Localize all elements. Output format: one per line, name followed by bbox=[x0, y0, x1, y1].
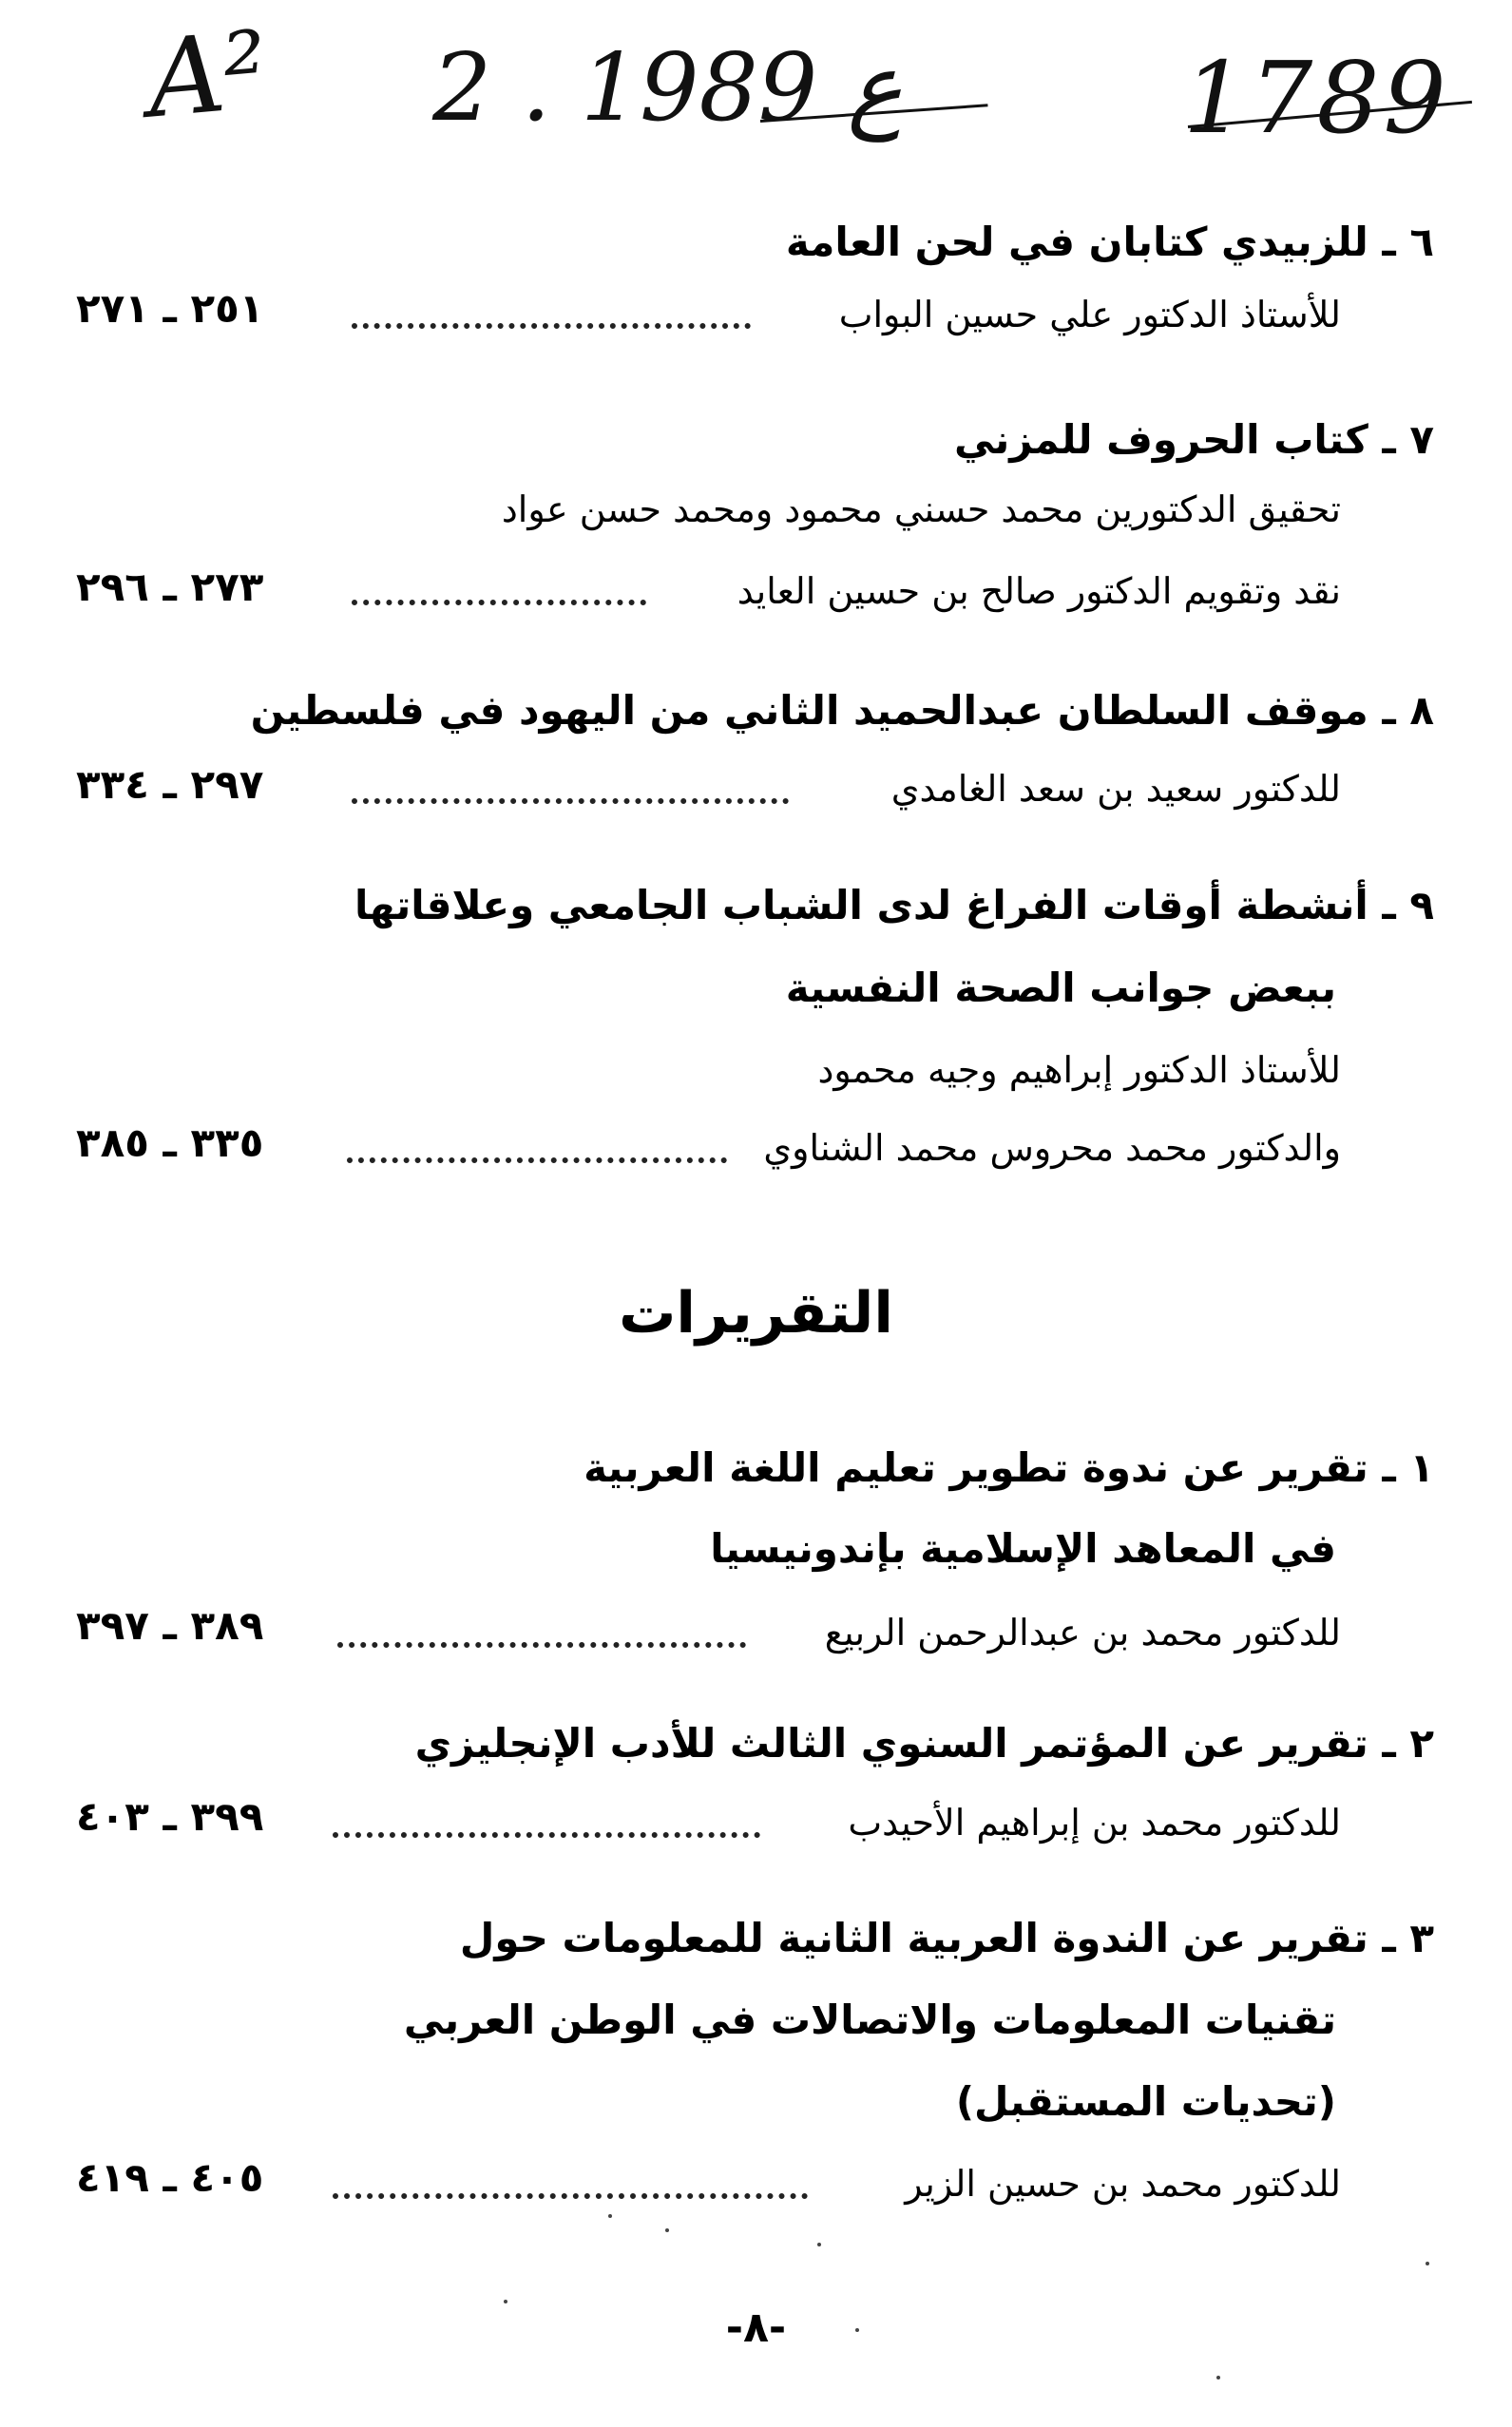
entry-title bbox=[251, 682, 1434, 739]
report-number: ٣ ـ bbox=[1382, 1915, 1434, 1961]
scan-speck bbox=[817, 2243, 821, 2246]
handwritten-code: A² bbox=[143, 9, 273, 143]
report-author: للدكتور محمد بن إبراهيم الأحيدب bbox=[848, 1802, 1341, 1844]
report-title bbox=[460, 1910, 1434, 1967]
entry-title-text: موقف السلطان عبدالحميد الثاني من اليهود في فلسطين bbox=[250, 687, 1368, 734]
entry-author: للأستاذ الدكتور علي حسين البواب bbox=[838, 294, 1341, 335]
scan-speck bbox=[504, 2300, 507, 2303]
report-title bbox=[415, 1715, 1434, 1772]
entry-author: نقد وتقويم الدكتور صالح بن حسين العايد bbox=[737, 570, 1341, 612]
entry-title-text: أنشطة أوقات الفراغ لدى الشباب الجامعي وعلاقاتها bbox=[354, 882, 1368, 928]
report-author: للدكتور محمد بن حسين الزير bbox=[905, 2163, 1341, 2205]
entry-title-text: كتاب الحروف للمزني bbox=[954, 416, 1368, 463]
entry-title-continued: ببعض جوانب الصحة النفسية bbox=[785, 965, 1336, 1011]
page-range: ٣٨٩ ـ ٣٩٧ bbox=[76, 1602, 264, 1649]
leader-dots bbox=[347, 1157, 727, 1163]
entry-number: ٦ ـ bbox=[1382, 219, 1434, 265]
page-range: ٢٧٣ ـ ٢٩٦ bbox=[76, 564, 264, 610]
report-author: للدكتور محمد بن عبدالرحمن الربيع bbox=[824, 1612, 1341, 1653]
report-title-text: تقرير عن المؤتمر السنوي الثالث للأدب الإنجليزي bbox=[414, 1720, 1368, 1767]
scan-speck bbox=[608, 2214, 612, 2218]
leader-dots bbox=[352, 798, 789, 804]
page-range: ٣٣٥ ـ ٣٨٥ bbox=[76, 1119, 264, 1166]
entry-author: تحقيق الدكتورين محمد حسني محمود ومحمد حسن عواد bbox=[501, 488, 1341, 530]
scan-speck bbox=[1426, 2262, 1429, 2265]
entry-title bbox=[786, 214, 1434, 271]
page-range: ٢٥١ ـ ٢٧١ bbox=[76, 285, 264, 332]
entry-title bbox=[954, 411, 1434, 468]
page-number: -٨- bbox=[725, 2303, 787, 2352]
entry-author: للدكتور سعيد بن سعد الغامدي bbox=[890, 768, 1341, 810]
leader-dots bbox=[333, 2193, 808, 2199]
page-range: ٣٩٩ ـ ٤٠٣ bbox=[76, 1793, 264, 1840]
leader-dots bbox=[337, 1642, 746, 1648]
scan-speck bbox=[855, 2328, 859, 2332]
scan-speck bbox=[1216, 2376, 1220, 2379]
report-number: ١ ـ bbox=[1382, 1444, 1434, 1491]
report-title-continued: (تحديات المستقبل) bbox=[955, 2078, 1336, 2125]
page-range: ٤٠٥ ـ ٤١٩ bbox=[76, 2154, 264, 2201]
page-range: ٢٩٧ ـ ٣٣٤ bbox=[76, 761, 264, 808]
leader-dots bbox=[333, 1832, 760, 1838]
entry-author: للأستاذ الدكتور إبراهيم وجيه محمود bbox=[817, 1049, 1341, 1091]
leader-dots bbox=[352, 600, 646, 605]
report-title-continued: في المعاهد الإسلامية بإندونيسيا bbox=[710, 1525, 1336, 1572]
section-heading: التقريرات bbox=[619, 1280, 893, 1347]
report-title-text: تقرير عن ندوة تطوير تعليم اللغة العربية bbox=[584, 1444, 1368, 1491]
entry-number: ٩ ـ bbox=[1382, 882, 1434, 928]
scan-speck bbox=[665, 2228, 669, 2232]
report-title bbox=[584, 1440, 1434, 1497]
report-title-text: تقرير عن الندوة العربية الثانية للمعلومات حول bbox=[459, 1915, 1368, 1961]
report-number: ٢ ـ bbox=[1382, 1720, 1434, 1767]
entry-number: ٧ ـ bbox=[1382, 416, 1434, 463]
entry-title bbox=[354, 877, 1434, 934]
report-title-continued: تقنيات المعلومات والاتصالات في الوطن العربي bbox=[403, 1997, 1336, 2043]
leader-dots bbox=[352, 323, 751, 329]
entry-number: ٨ ـ bbox=[1382, 687, 1434, 734]
entry-author: والدكتور محمد محروس محمد الشناوي bbox=[763, 1127, 1341, 1169]
handwritten-number: 1789 bbox=[1183, 40, 1450, 156]
handwritten-date: 2 . ع 1989 bbox=[432, 34, 903, 143]
entry-title-text: للزبيدي كتابان في لحن العامة bbox=[785, 219, 1368, 265]
